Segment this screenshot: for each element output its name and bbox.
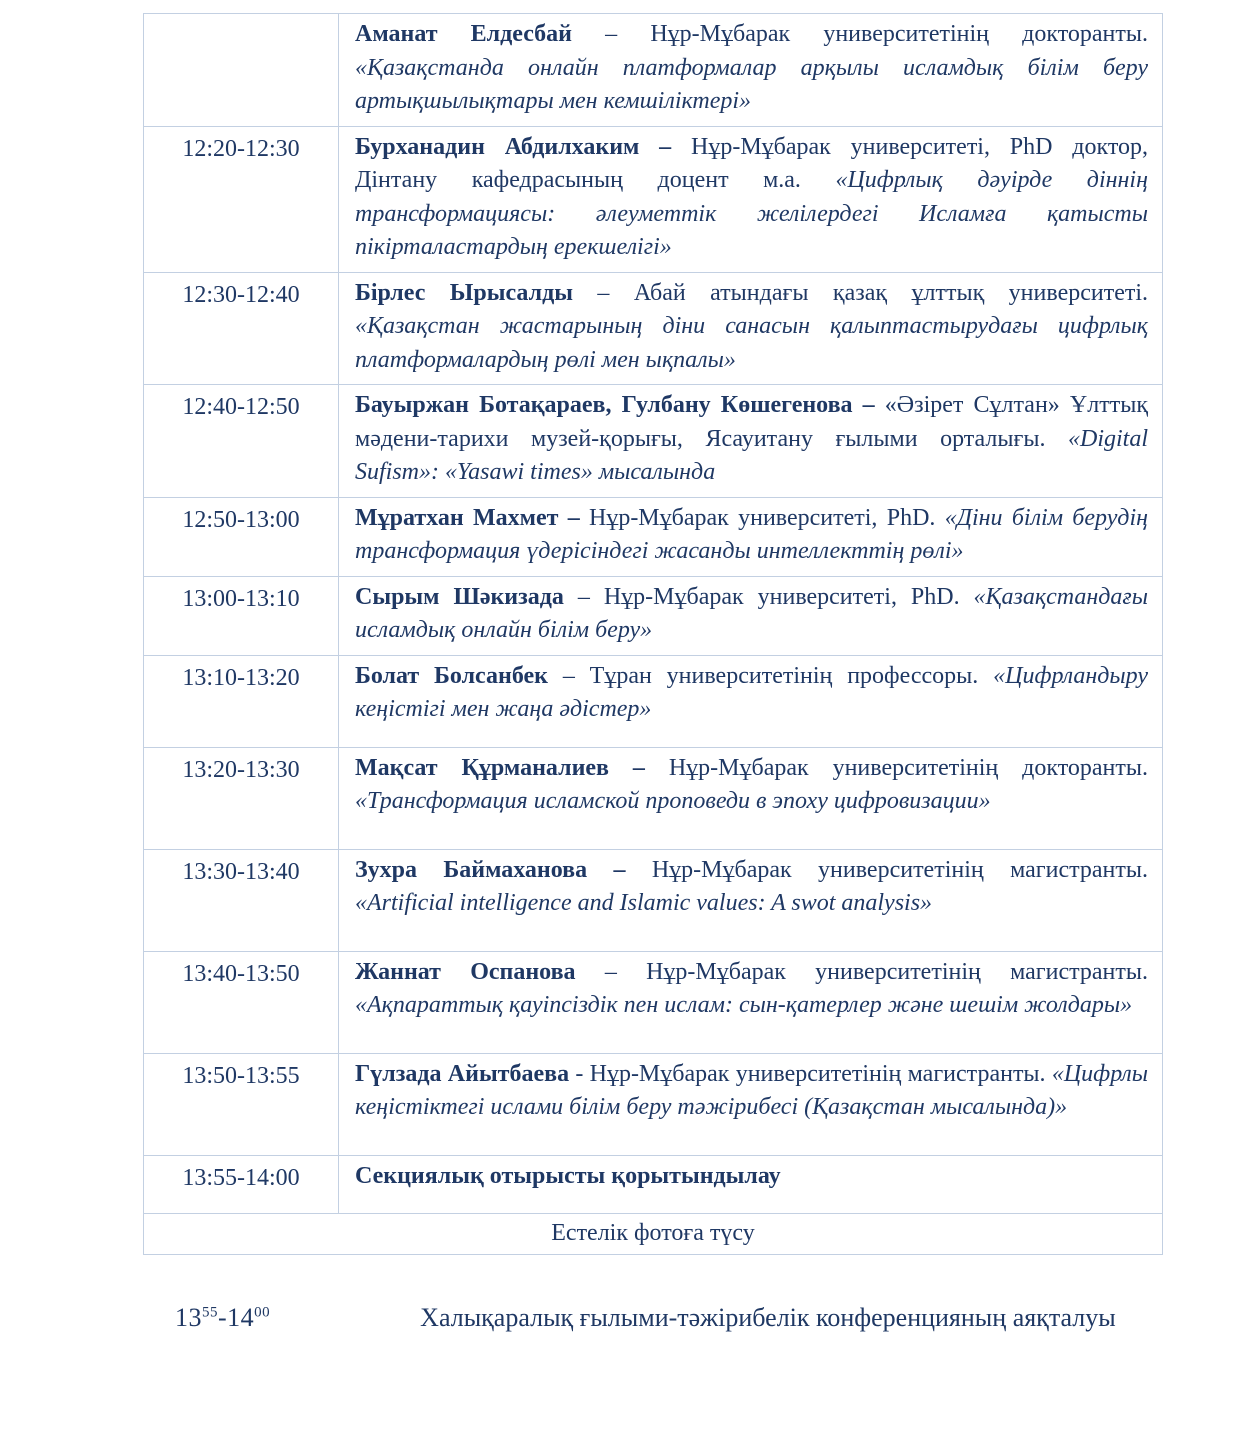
- paper-title: «Artificial intelligence and Islamic values: A swot analysis»: [355, 890, 933, 916]
- table-row: [144, 497, 1163, 576]
- time-cell: 13:10-13:20: [144, 655, 339, 747]
- time-cell: 12:30-12:40: [144, 272, 339, 385]
- table-row: [144, 655, 1163, 747]
- table-row: [144, 1053, 1163, 1155]
- closing-time: [175, 1303, 270, 1333]
- table-row: [144, 385, 1163, 498]
- description-cell: [339, 1053, 1163, 1155]
- table-row: [144, 1155, 1163, 1214]
- time-cell: 12:40-12:50: [144, 385, 339, 498]
- speaker-name: Болат Болсанбек: [355, 662, 548, 689]
- description-cell: [339, 126, 1163, 272]
- description-cell: [339, 951, 1163, 1053]
- time-cell: 13:55-14:00: [144, 1155, 339, 1214]
- table-row: [144, 14, 1163, 127]
- time-cell: 13:00-13:10: [144, 576, 339, 655]
- paper-title: «Діни білім берудің трансформация үдерісіндегі жасанды интеллекттің рөлі»: [355, 504, 1149, 564]
- speaker-name: Бірлес Ырысалды: [355, 279, 573, 306]
- paper-title: «Қазақстанда онлайн платформалар арқылы исламдық білім беру артықшылықтары мен кемшіліктері»: [355, 54, 1148, 114]
- speaker-name: Сырым Шәкизада: [355, 583, 564, 610]
- paper-title: «Цифрландыру кеңістігі мен жаңа әдістер»: [355, 662, 1148, 722]
- paper-title: «Трансформация исламской проповеди в эпоху цифровизации»: [355, 788, 991, 814]
- time-cell: [144, 14, 339, 127]
- affiliation-text: Нұр-Мұбарак университетінің докторанты.: [668, 754, 1148, 781]
- time-cell: 13:30-13:40: [144, 849, 339, 951]
- speaker-name: Бауыржан Ботақараев, Гулбану Көшегенова –: [355, 392, 885, 418]
- affiliation-text: – Нұр-Мұбарак университетінің магистранты.: [575, 958, 1149, 985]
- speaker-name: Жаннат Оспанова: [355, 958, 576, 985]
- time-cell: 12:50-13:00: [144, 497, 339, 576]
- closing-time-min1: 55: [202, 1304, 218, 1321]
- speaker-name: Бурханадин Абдилхаким –: [355, 133, 691, 160]
- table-row: [144, 747, 1163, 849]
- paper-title: «Қазақстандағы исламдық онлайн білім беру»: [355, 583, 1149, 643]
- paper-title: «Цифрлық дәуірде діннің трансформациясы: әлеуметтік желілердегі Исламға қатысты пікірталастардың ерекшелігі»: [355, 167, 1148, 260]
- affiliation-text: Нұр-Мұбарак университеті, PhD доктор, Дінтану кафедрасының доцент м.а.: [355, 133, 1148, 193]
- paper-title: «Ақпараттық қауіпсіздік пен ислам: сын-қатерлер және шешім жолдары»: [355, 992, 1133, 1018]
- table-row: [144, 1214, 1163, 1255]
- affiliation-text: – Абай атындағы қазақ ұлттық университеті.: [572, 279, 1149, 306]
- time-cell: 12:20-12:30: [144, 126, 339, 272]
- closing-time-min2: 00: [254, 1304, 271, 1321]
- affiliation-text: – Тұран университетінің профессоры.: [547, 662, 994, 689]
- closing-text: Халықаралық ғылыми-тәжірибелік конференцияның аяқталуы: [420, 1303, 1116, 1332]
- description-cell: [339, 576, 1163, 655]
- closing-time-dash: -: [218, 1303, 228, 1332]
- time-cell: 13:50-13:55: [144, 1053, 339, 1155]
- table-row: [144, 272, 1163, 385]
- affiliation-text: «Әзірет Сұлтан» Ұлттық мәдени-тарихи музей-қорығы, Ясауитану ғылыми орталығы.: [355, 392, 1148, 452]
- description-cell: [339, 1155, 1163, 1214]
- description-cell: [339, 497, 1163, 576]
- speaker-name: Секциялық отырысты қорытындылау: [355, 1162, 781, 1189]
- table-row: [144, 126, 1163, 272]
- affiliation-text: Нұр-Мұбарак университетінің магистранты.: [651, 856, 1148, 883]
- paper-title: «Қазақстан жастарының діни санасын қалыптастырудағы цифрлық платформалардың рөлі мен ықпалы»: [355, 313, 1148, 373]
- description-cell: [339, 385, 1163, 498]
- schedule-body: [144, 14, 1163, 1255]
- speaker-name: Зухра Баймаханова –: [355, 856, 652, 883]
- closing-time-hour1: 13: [175, 1303, 202, 1332]
- description-cell: [339, 655, 1163, 747]
- schedule-table: [143, 13, 1163, 1255]
- time-cell: 13:20-13:30: [144, 747, 339, 849]
- description-cell: [339, 272, 1163, 385]
- affiliation-text: Нұр-Мұбарак университеті, PhD.: [588, 504, 945, 531]
- affiliation-text: - Нұр-Мұбарак университетінің магистранты.: [569, 1060, 1052, 1087]
- description-cell: [339, 14, 1163, 127]
- paper-title: «Цифрлы кеңістіктегі ислами білім беру тәжірибесі (Қазақстан мысалында)»: [355, 1060, 1149, 1120]
- time-cell: 13:40-13:50: [144, 951, 339, 1053]
- table-row: [144, 849, 1163, 951]
- speaker-name: Мұратхан Махмет –: [355, 504, 589, 531]
- description-cell: [339, 849, 1163, 951]
- affiliation-text: – Нұр-Мұбарак университеті, PhD.: [563, 583, 974, 610]
- paper-title: «Digital Sufism»: «Yasawi times» мысалында: [355, 425, 1148, 485]
- table-row: [144, 576, 1163, 655]
- affiliation-text: – Нұр-Мұбарак университетінің докторанты.: [572, 21, 1149, 47]
- speaker-name: Мақсат Құрманалиев –: [355, 754, 669, 781]
- closing-line: [175, 1303, 1241, 1333]
- closing-time-hour2: 14: [227, 1303, 255, 1332]
- table-row: [144, 951, 1163, 1053]
- merged-cell: Естелік фотоға түсу: [144, 1214, 1163, 1255]
- speaker-name: Гүлзада Айытбаева: [355, 1060, 570, 1087]
- speaker-name: Аманат Елдесбай: [355, 21, 573, 47]
- description-cell: [339, 747, 1163, 849]
